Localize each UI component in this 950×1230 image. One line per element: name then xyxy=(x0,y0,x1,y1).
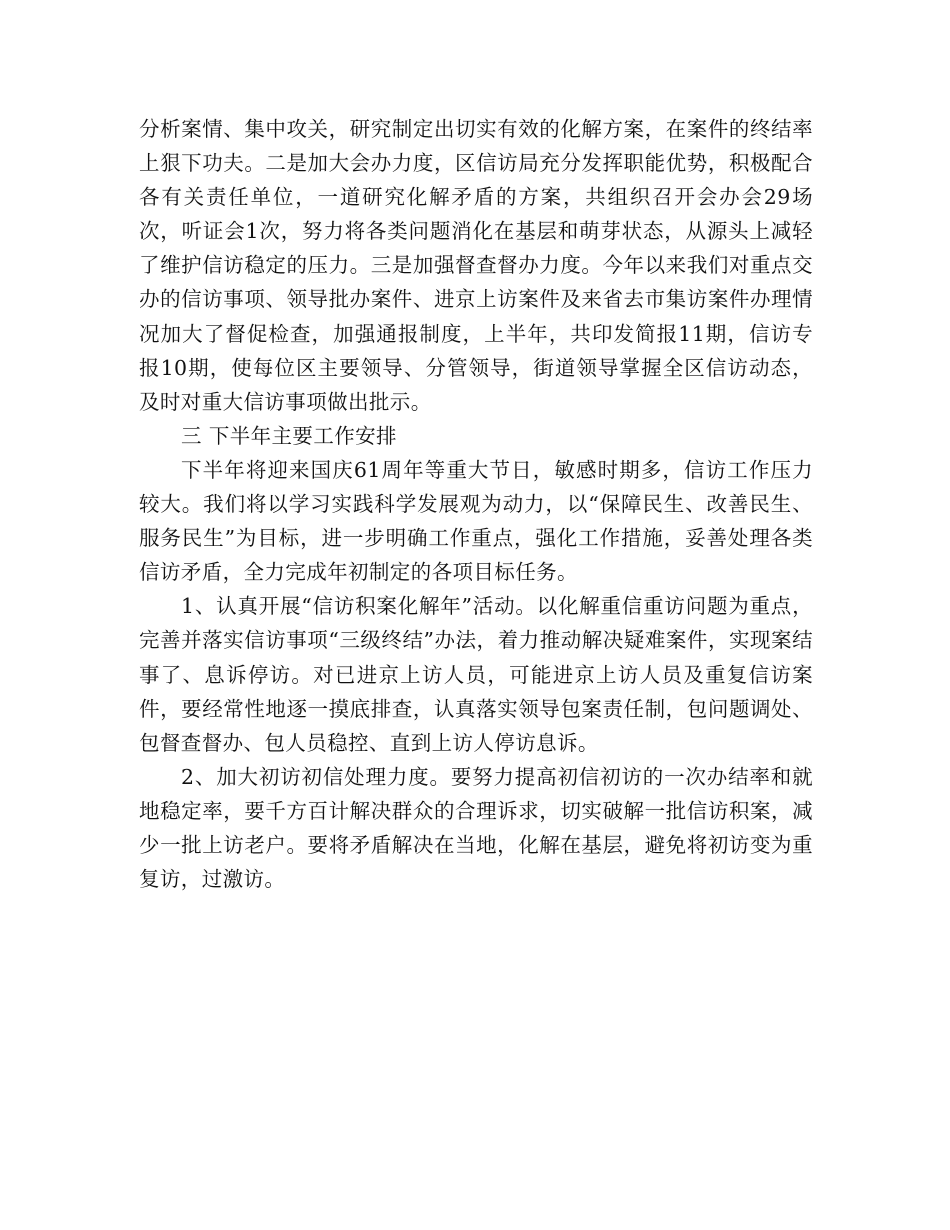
paragraph-continuation: 分析案情、集中攻关，研究制定出切实有效的化解方案，在案件的终结率上狠下功夫。二是加大会办力度，区信访局充分发挥职能优势，积极配合各有关责任单位，一道研究化解矛盾的方案，共组织召开会办会29场次，听证会1次，努力将各类问题消化在基层和萌芽状态，从源头上减轻了维护信访稳定的压力。三是加强督查督办力度。今年以来我们对重点交办的信访事项、领导批办案件、进京上访案件及来省去市集访案件办理情况加大了督促检查，加强通报制度，上半年，共印发简报11期，信访专报10期，使每位区主要领导、分管领导，街道领导掌握全区信访动态，及时对重大信访事项做出批示。 xyxy=(139,117,813,414)
paragraph-item-2: 2、加大初访初信处理力度。要努力提高初信初访的一次办结率和就地稳定率，要千方百计解决群众的合理诉求，切实破解一批信访积案，减少一批上访老户。要将矛盾解决在当地，化解在基层，避免将初访变为重复访，过激访。 xyxy=(139,764,813,892)
section-heading: 三 下半年主要工作安排 xyxy=(181,423,397,448)
paragraph-intro: 下半年将迎来国庆61周年等重大节日，敏感时期多，信访工作压力较大。我们将以学习实践科学发展观为动力，以“保障民生、改善民生、服务民生”为目标，进一步明确工作重点，强化工作措施，妥善处理各类信访矛盾，全力完成年初制定的各项目标任务。 xyxy=(139,457,813,585)
document-body xyxy=(139,112,813,896)
paragraph-item-1: 1、认真开展“信访积案化解年”活动。以化解重信重访问题为重点，完善并落实信访事项“三级终结”办法，着力推动解决疑难案件，实现案结事了、息诉停访。对已进京上访人员，可能进京上访人员及重复信访案件，要经常性地逐一摸底排查，认真落实领导包案责任制，包问题调处、包督查督办、包人员稳控、直到上访人停访息诉。 xyxy=(139,594,813,755)
